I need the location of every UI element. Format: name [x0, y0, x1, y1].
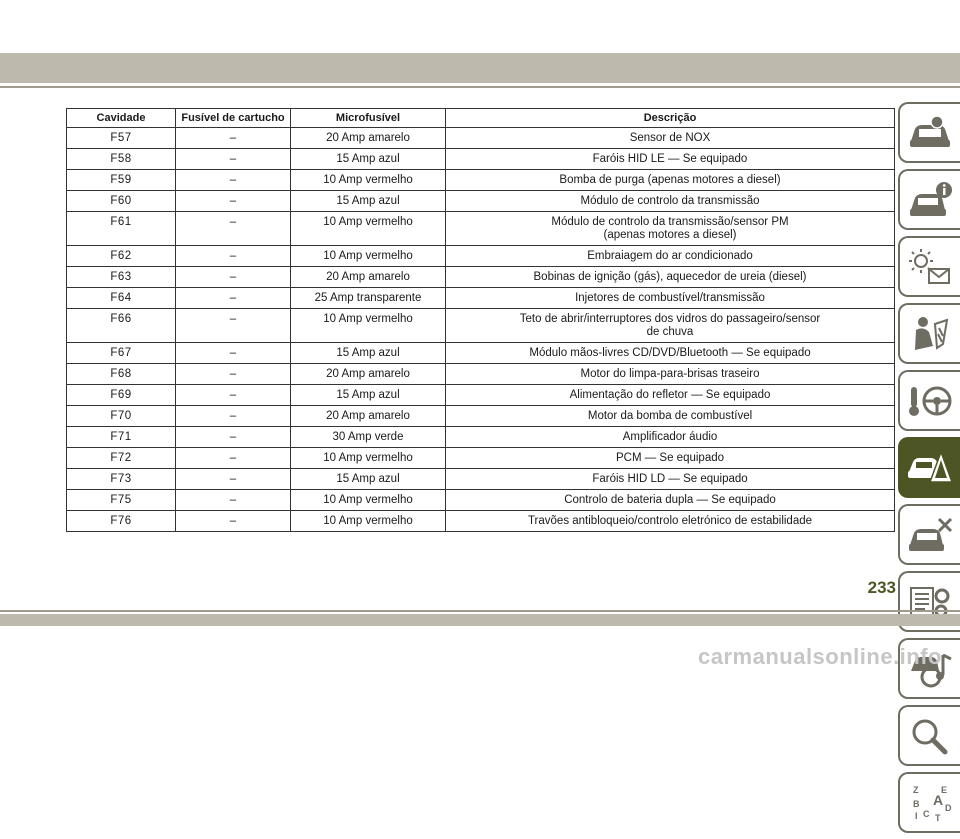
cell-cavity-text: F69 [110, 389, 132, 401]
cell-cavity-text: F70 [110, 410, 132, 422]
cell-micro-fuse [291, 448, 446, 469]
cell-micro-fuse [291, 309, 446, 343]
cell-micro-fuse [291, 191, 446, 212]
table-row [67, 364, 895, 385]
cell-description [446, 343, 895, 364]
table-row [67, 427, 895, 448]
cell-cartridge-fuse [176, 343, 291, 364]
cell-micro-fuse-text: 20 Amp amarelo [326, 132, 410, 144]
cell-cartridge-fuse-text: – [229, 389, 237, 401]
alphabet-letter: D [945, 802, 952, 813]
cell-cartridge-fuse [176, 469, 291, 490]
cell-cavity [67, 511, 176, 532]
cell-description [446, 267, 895, 288]
cell-cavity [67, 364, 176, 385]
cell-description-text: PCM — Se equipado [615, 452, 725, 464]
cell-cartridge-fuse-text: – [229, 313, 237, 325]
cell-micro-fuse-text: 25 Amp transparente [314, 292, 422, 304]
warning-lights-icon [907, 247, 953, 287]
table-row [67, 448, 895, 469]
cell-cartridge-fuse-text: – [229, 473, 237, 485]
cell-cavity-text: F61 [110, 216, 132, 228]
cell-cartridge-fuse [176, 511, 291, 532]
cell-cartridge-fuse-text: – [229, 515, 237, 527]
cell-cavity [67, 448, 176, 469]
cell-cartridge-fuse-text: – [229, 292, 237, 304]
cell-micro-fuse-text: 10 Amp vermelho [323, 313, 413, 325]
table-row [67, 267, 895, 288]
cell-description [446, 309, 895, 343]
cell-cartridge-fuse [176, 427, 291, 448]
cell-cartridge-fuse [176, 385, 291, 406]
cell-description-text: Módulo de controlo da transmissão [580, 195, 760, 207]
cell-cartridge-fuse [176, 149, 291, 170]
cell-cartridge-fuse [176, 406, 291, 427]
cell-micro-fuse-text: 15 Amp azul [336, 347, 400, 359]
table-row [67, 288, 895, 309]
cell-cartridge-fuse [176, 267, 291, 288]
cell-cartridge-fuse-text: – [229, 250, 237, 262]
cell-micro-fuse-text: 30 Amp verde [332, 431, 404, 443]
cell-micro-fuse [291, 427, 446, 448]
cell-cavity-text: F62 [110, 250, 132, 262]
cell-description-text: Motor da bomba de combustível [587, 410, 753, 422]
cell-description-text: Alimentação do refletor — Se equipado [569, 389, 771, 401]
cell-description [446, 128, 895, 149]
cell-cavity-text: F59 [110, 174, 132, 186]
cell-cavity-text: F66 [110, 313, 132, 325]
header-cartridge-fuse: Fusível de cartucho [176, 109, 291, 128]
cell-micro-fuse-text: 20 Amp amarelo [326, 410, 410, 422]
cell-cavity [67, 343, 176, 364]
cell-description [446, 511, 895, 532]
table-row [67, 170, 895, 191]
table-row [67, 191, 895, 212]
cell-cavity [67, 170, 176, 191]
cell-cavity [67, 128, 176, 149]
cell-micro-fuse [291, 267, 446, 288]
cell-cavity [67, 191, 176, 212]
cell-micro-fuse [291, 469, 446, 490]
cell-cavity-text: F60 [110, 195, 132, 207]
cell-description [446, 246, 895, 267]
cell-micro-fuse-text: 20 Amp amarelo [326, 271, 410, 283]
table-row [67, 343, 895, 364]
tab-alphabet-index[interactable] [898, 772, 960, 833]
airbag-seat-icon [907, 314, 953, 354]
cell-description-text: Controlo de bateria dupla — Se equipado [564, 494, 776, 506]
cell-micro-fuse-text: 10 Amp vermelho [323, 174, 413, 186]
cell-cavity [67, 490, 176, 511]
table-header-row [67, 109, 895, 128]
cell-micro-fuse [291, 343, 446, 364]
cell-cavity-text: F72 [110, 452, 132, 464]
alphabet-letter: A [933, 791, 944, 808]
cell-description [446, 406, 895, 427]
cell-cavity-text: F57 [110, 132, 132, 144]
cell-cavity [67, 406, 176, 427]
car-info-icon [907, 180, 953, 220]
cell-cartridge-fuse [176, 364, 291, 385]
alphabet-letter: B [913, 798, 920, 809]
cell-description [446, 288, 895, 309]
cell-cavity-text: F58 [110, 153, 132, 165]
table-row [67, 309, 895, 343]
header-band [0, 53, 960, 83]
cell-description [446, 385, 895, 406]
cell-cartridge-fuse-text: – [229, 174, 237, 186]
table-row [67, 490, 895, 511]
cell-cartridge-fuse [176, 490, 291, 511]
cell-description-text: Módulo de controlo da transmissão/sensor PM [551, 216, 789, 228]
cell-cartridge-fuse [176, 128, 291, 149]
cell-cavity [67, 267, 176, 288]
cell-description [446, 427, 895, 448]
cell-cartridge-fuse [176, 309, 291, 343]
chapter-tabs [898, 102, 960, 839]
cell-cartridge-fuse-text: – [229, 431, 237, 443]
header-micro-fuse: Microfusível [291, 109, 446, 128]
table-row [67, 149, 895, 170]
cell-description-text: Travões antibloqueio/controlo eletrónico de estabilidade [527, 515, 813, 527]
cell-cartridge-fuse [176, 448, 291, 469]
cell-cavity-text: F63 [110, 271, 132, 283]
alphabet-letter: I [915, 810, 918, 821]
cell-cartridge-fuse-text: – [229, 195, 237, 207]
cell-cartridge-fuse-text: – [229, 452, 237, 464]
cell-cavity-text: F64 [110, 292, 132, 304]
cell-micro-fuse [291, 490, 446, 511]
cell-cavity-text: F75 [110, 494, 132, 506]
roadside-emergency-icon [907, 448, 953, 488]
cell-cavity-text: F71 [110, 431, 132, 443]
cell-description-text: Embraiagem do ar condicionado [587, 250, 753, 262]
cell-micro-fuse-text: 10 Amp vermelho [323, 216, 413, 228]
tab-index-search[interactable] [898, 705, 960, 766]
cell-cavity [67, 288, 176, 309]
cell-micro-fuse [291, 511, 446, 532]
cell-micro-fuse-text: 10 Amp vermelho [323, 452, 413, 464]
cell-cavity-text: F76 [110, 515, 132, 527]
cell-description-text: Amplificador áudio [622, 431, 718, 443]
cell-micro-fuse [291, 364, 446, 385]
cell-cartridge-fuse [176, 191, 291, 212]
cell-micro-fuse-text: 10 Amp vermelho [323, 515, 413, 527]
steering-key-icon [907, 381, 953, 421]
cell-cartridge-fuse [176, 170, 291, 191]
cell-cavity-text: F68 [110, 368, 132, 380]
cell-description [446, 149, 895, 170]
tab-warning-lights[interactable] [898, 236, 960, 297]
cell-description-text: Módulo mãos-livres CD/DVD/Bluetooth — Se equipado [529, 347, 811, 359]
cell-cartridge-fuse-text: – [229, 368, 237, 380]
cell-cartridge-fuse-text: – [229, 132, 237, 144]
cell-cartridge-fuse [176, 212, 291, 246]
car-dashboard-icon [907, 113, 953, 153]
header-rule [0, 86, 960, 88]
cell-cavity-text: F73 [110, 473, 132, 485]
cell-description-text: Faróis HID LD — Se equipado [592, 473, 748, 485]
cell-description-text-line2: de chuva [646, 326, 694, 338]
table-row [67, 246, 895, 267]
cell-description-text: Bobinas de ignição (gás), aquecedor de ureia (diesel) [533, 271, 807, 283]
watermark: carmanualsonline.info [698, 644, 942, 669]
cell-cartridge-fuse-text: – [229, 347, 237, 359]
cell-cartridge-fuse-text: – [229, 153, 237, 165]
cell-micro-fuse-text: 20 Amp amarelo [326, 368, 410, 380]
cell-cartridge-fuse-text: – [229, 494, 237, 506]
fuse-table [66, 108, 895, 532]
cell-micro-fuse [291, 149, 446, 170]
tab-steering-key[interactable] [898, 370, 960, 431]
cell-description [446, 364, 895, 385]
table-row [67, 212, 895, 246]
cell-cavity [67, 149, 176, 170]
cell-micro-fuse [291, 406, 446, 427]
cell-description-text: Sensor de NOX [629, 132, 711, 144]
cell-micro-fuse-text: 15 Amp azul [336, 195, 400, 207]
cell-micro-fuse [291, 246, 446, 267]
cell-cavity [67, 309, 176, 343]
tab-roadside-emergency[interactable] [898, 437, 960, 498]
tab-car-dashboard[interactable] [898, 102, 960, 163]
cell-description [446, 170, 895, 191]
table-row [67, 511, 895, 532]
cell-description-text-line2: (apenas motores a diesel) [603, 229, 737, 241]
alphabet-letter: E [941, 784, 948, 795]
car-service-icon [907, 515, 953, 555]
table-row [67, 385, 895, 406]
cell-description-text: Teto de abrir/interruptores dos vidros do passageiro/sensor [519, 313, 821, 325]
cell-micro-fuse [291, 385, 446, 406]
tab-car-info[interactable] [898, 169, 960, 230]
cell-cavity [67, 212, 176, 246]
tab-airbag-seat[interactable] [898, 303, 960, 364]
table-row [67, 406, 895, 427]
cell-cartridge-fuse-text: – [229, 410, 237, 422]
cell-micro-fuse-text: 10 Amp vermelho [323, 250, 413, 262]
page-number: 233 [867, 578, 896, 597]
cell-description [446, 448, 895, 469]
header-cavity: Cavidade [67, 109, 176, 128]
cell-description [446, 469, 895, 490]
cell-description [446, 191, 895, 212]
cell-micro-fuse [291, 212, 446, 246]
cell-cartridge-fuse-text: – [229, 271, 237, 283]
cell-micro-fuse [291, 288, 446, 309]
alphabet-letter: T [935, 812, 941, 823]
table-body [67, 128, 895, 532]
cell-cartridge-fuse [176, 288, 291, 309]
cell-cavity [67, 246, 176, 267]
cell-cartridge-fuse [176, 246, 291, 267]
cell-description-text: Motor do limpa-para-brisas traseiro [580, 368, 760, 380]
footer-band [0, 614, 960, 626]
cell-description [446, 212, 895, 246]
cell-cavity [67, 469, 176, 490]
table-row [67, 469, 895, 490]
table-row [67, 128, 895, 149]
cell-micro-fuse [291, 170, 446, 191]
tab-car-service[interactable] [898, 504, 960, 565]
footer-rule [0, 610, 960, 612]
cell-micro-fuse-text: 15 Amp azul [336, 153, 400, 165]
cell-cavity [67, 385, 176, 406]
cell-cartridge-fuse-text: – [229, 216, 237, 228]
alphabet-letter: Z [913, 784, 919, 795]
cell-micro-fuse-text: 15 Amp azul [336, 389, 400, 401]
alphabet-letter: C [923, 808, 930, 819]
cell-cavity-text: F67 [110, 347, 132, 359]
cell-description-text: Injetores de combustível/transmissão [575, 292, 765, 304]
cell-description-text: Faróis HID LE — Se equipado [592, 153, 748, 165]
alphabet-index-icon [907, 783, 953, 823]
cell-micro-fuse [291, 128, 446, 149]
cell-micro-fuse-text: 15 Amp azul [336, 473, 400, 485]
cell-description [446, 490, 895, 511]
header-description: Descrição [446, 109, 895, 128]
cell-micro-fuse-text: 10 Amp vermelho [323, 494, 413, 506]
cell-description-text: Bomba de purga (apenas motores a diesel) [559, 174, 781, 186]
index-search-icon [907, 716, 953, 756]
cell-cavity [67, 427, 176, 448]
